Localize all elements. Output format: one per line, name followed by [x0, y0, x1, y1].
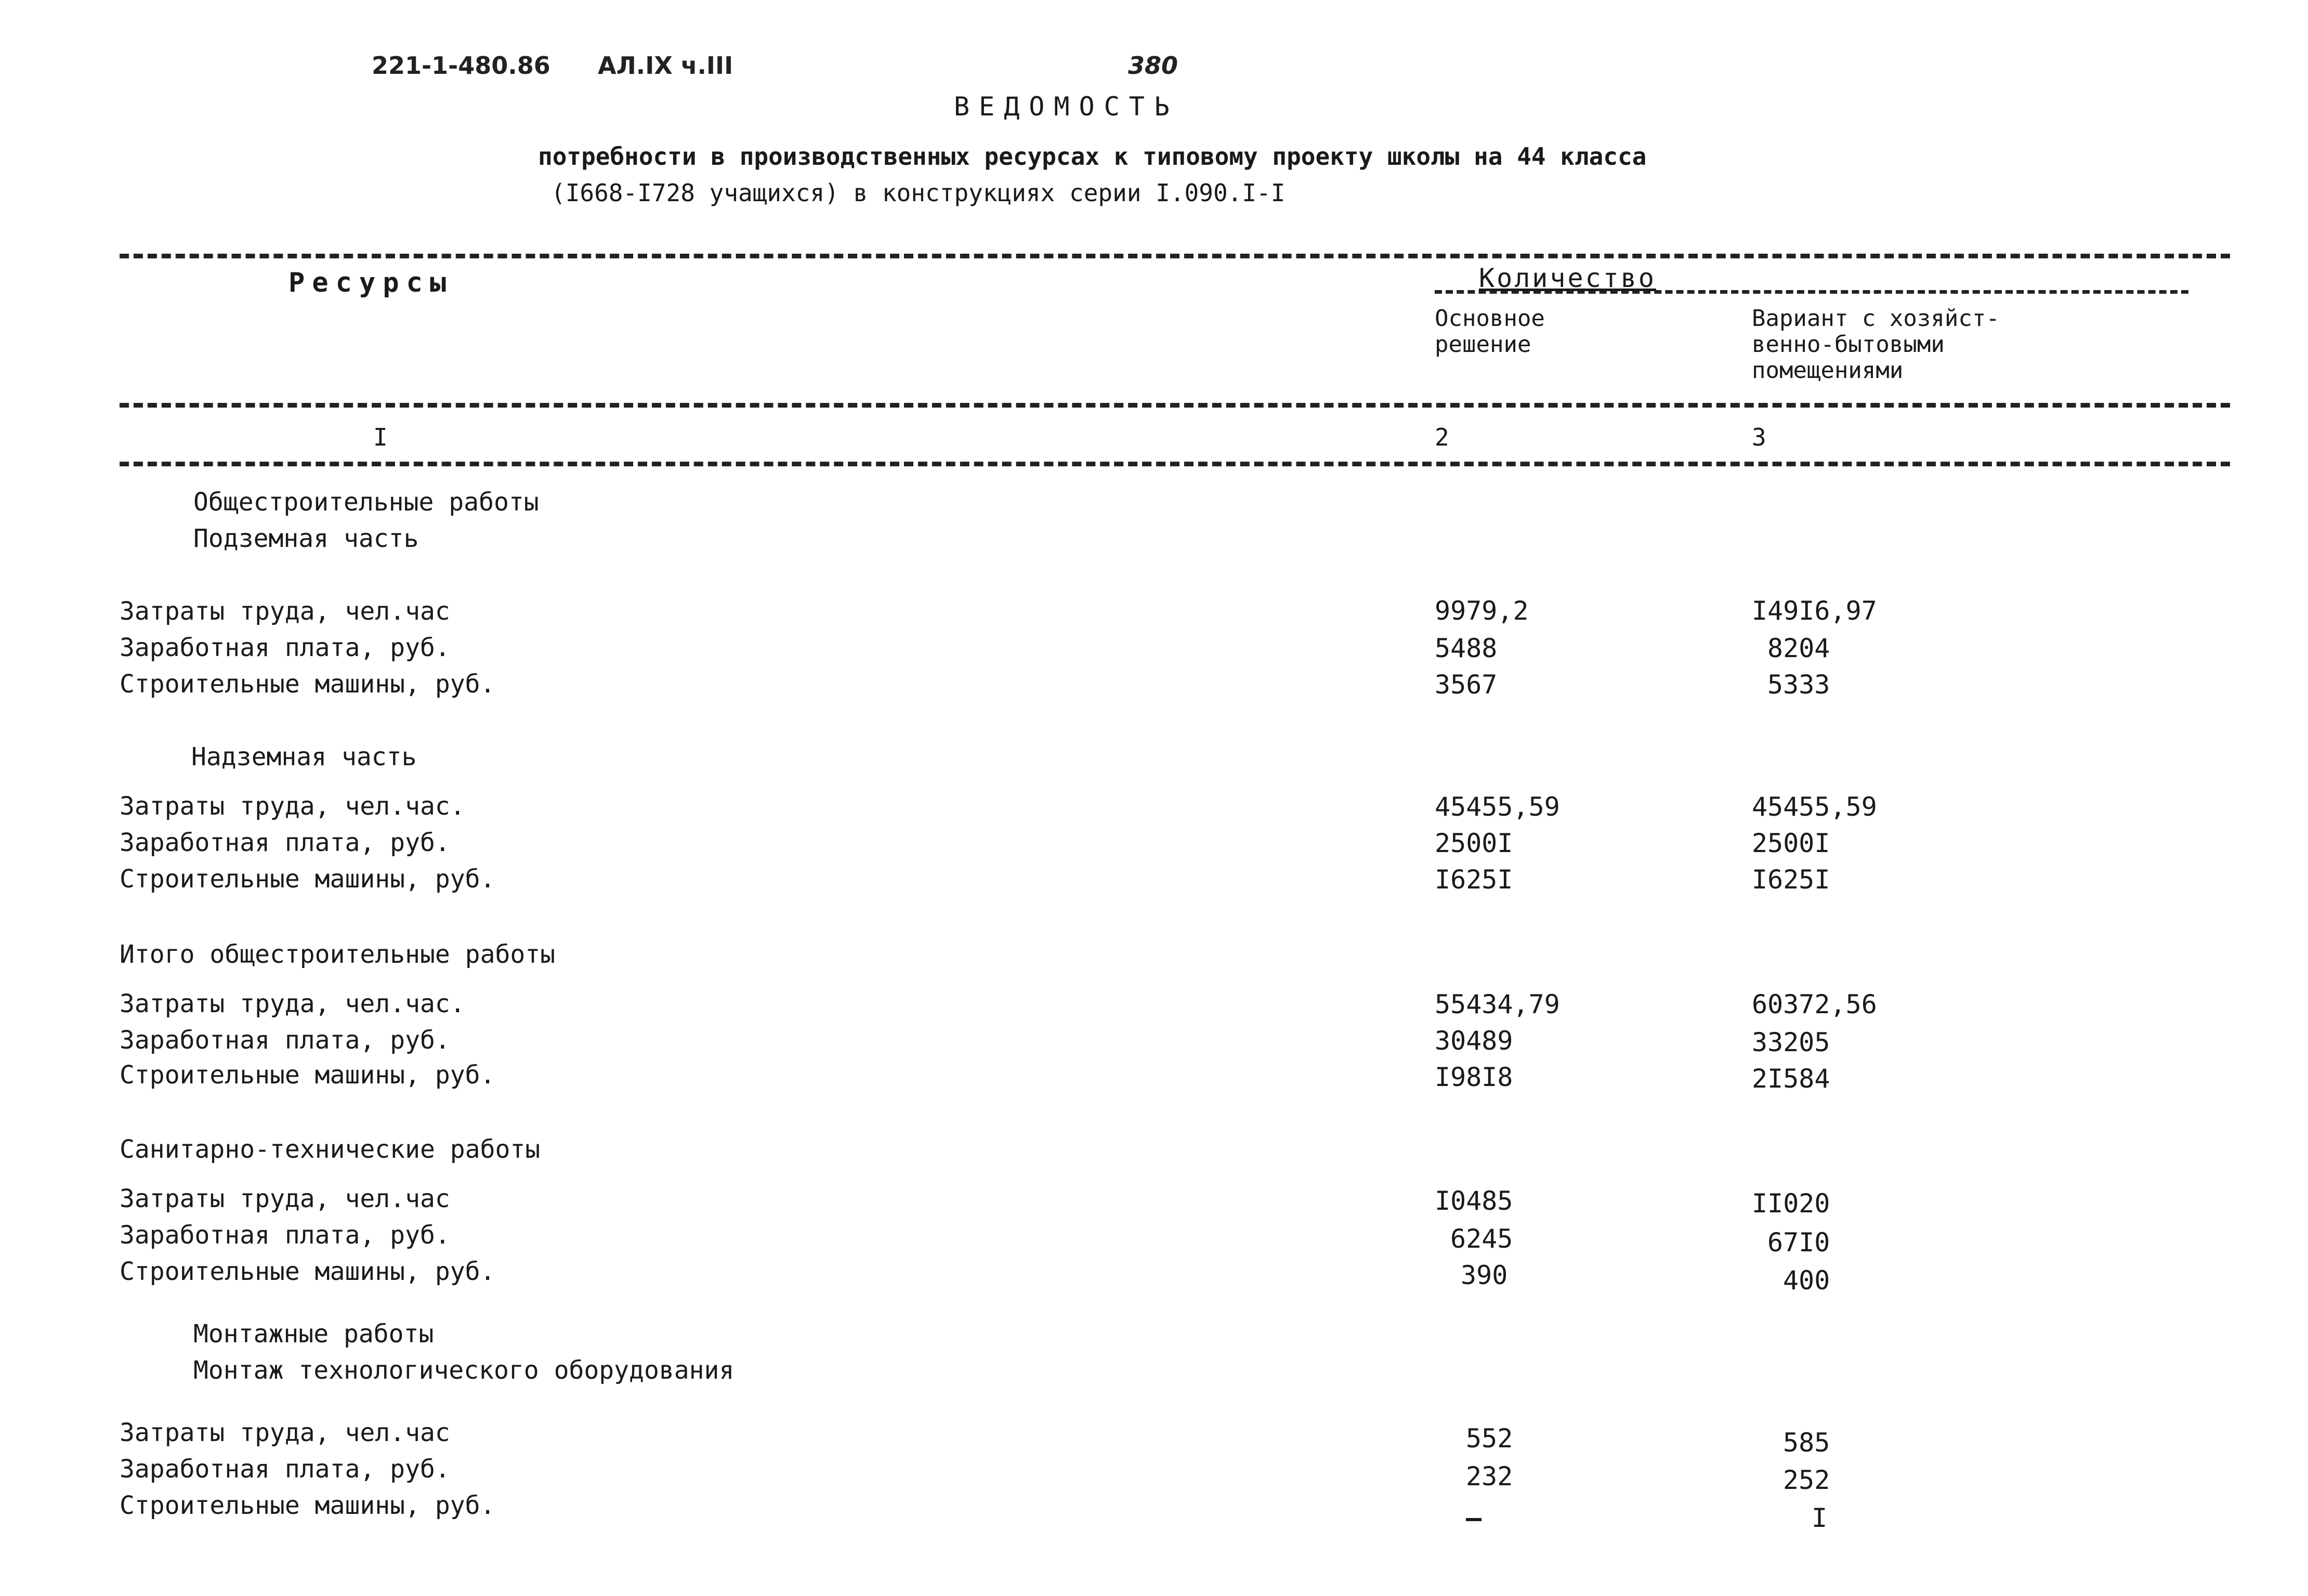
- document-subtitle-line1: потребности в производственных ресурсах к типовому проекту школы на 44 класса: [538, 142, 1647, 171]
- page-number: 380: [1128, 51, 1178, 80]
- header-quantity: Количество: [1479, 263, 1657, 293]
- column-number-2: 2: [1435, 423, 1449, 451]
- row-value-variant: 2500I: [1752, 828, 1830, 858]
- document-title: ВЕДОМОСТЬ: [954, 91, 1179, 122]
- row-value-main: 232: [1466, 1461, 1513, 1492]
- row-label: Заработная плата, руб.: [120, 1221, 450, 1250]
- row-value-main: –: [1466, 1503, 1482, 1533]
- row-value-variant: 33205: [1752, 1027, 1830, 1057]
- section-title: Надземная часть: [191, 742, 417, 771]
- row-value-main: 9979,2: [1435, 596, 1529, 626]
- row-value-variant: 67I0: [1767, 1227, 1830, 1258]
- row-label: Строительные машины, руб.: [120, 1257, 495, 1286]
- row-value-variant: 60372,56: [1752, 989, 1877, 1019]
- row-value-variant: I49I6,97: [1752, 596, 1877, 626]
- section-title: Монтажные работы: [193, 1319, 434, 1349]
- row-value-variant: 400: [1783, 1265, 1830, 1296]
- section-title: Итого общестроительные работы: [120, 940, 556, 969]
- row-value-variant: 5333: [1767, 670, 1830, 700]
- row-value-variant: I: [1812, 1503, 1828, 1533]
- row-value-main: 55434,79: [1435, 989, 1560, 1019]
- document-subtitle-line2: (I668-I728 учащихся) в конструкциях серии I.090.I-I: [551, 179, 1286, 207]
- row-value-main: 30489: [1435, 1026, 1513, 1056]
- row-value-variant: 585: [1783, 1428, 1830, 1458]
- header-col3: Вариант с хозяйст-венно-бытовыми помещениями: [1752, 305, 2000, 384]
- section-subtitle: Подземная часть: [193, 524, 419, 553]
- row-label: Затраты труда, чел.час: [120, 597, 450, 626]
- row-value-main: I0485: [1435, 1186, 1513, 1216]
- row-label: Заработная плата, руб.: [120, 1455, 450, 1484]
- section-title: Общестроительные работы: [193, 488, 539, 517]
- row-label: Заработная плата, руб.: [120, 828, 450, 857]
- header-resources: Ресурсы: [288, 267, 454, 298]
- row-value-main: 552: [1466, 1423, 1513, 1454]
- row-value-main: I625I: [1435, 865, 1513, 895]
- row-value-main: 6245: [1450, 1224, 1513, 1254]
- row-label: Затраты труда, чел.час: [120, 1418, 450, 1447]
- section-title: Санитарно-технические работы: [120, 1135, 541, 1164]
- album-reference: АЛ.IX ч.III: [598, 51, 733, 80]
- row-label: Заработная плата, руб.: [120, 1026, 450, 1055]
- row-value-main: 45455,59: [1435, 792, 1560, 822]
- row-label: Строительные машины, руб.: [120, 670, 495, 699]
- column-number-3: 3: [1752, 423, 1766, 451]
- header-col2: Основное решение: [1435, 305, 1545, 358]
- row-value-main: I98I8: [1435, 1062, 1513, 1092]
- row-value-variant: 45455,59: [1752, 792, 1877, 822]
- row-label: Затраты труда, чел.час: [120, 1184, 450, 1213]
- row-value-variant: 8204: [1767, 633, 1830, 663]
- row-value-main: 390: [1461, 1260, 1508, 1290]
- row-value-main: 5488: [1435, 633, 1498, 663]
- table-top-rule: [120, 254, 2230, 258]
- row-label: Затраты труда, чел.час.: [120, 989, 465, 1018]
- row-value-variant: 2I584: [1752, 1064, 1830, 1094]
- table-header-bottom-rule: [120, 403, 2230, 408]
- row-label: Строительные машины, руб.: [120, 865, 495, 894]
- column-numbers-bottom-rule: [120, 462, 2230, 466]
- section-subtitle: Монтаж технологического оборудования: [193, 1356, 735, 1385]
- column-number-1: I: [373, 423, 388, 451]
- document-code: 221-1-480.86: [372, 51, 550, 80]
- row-label: Строительные машины, руб.: [120, 1491, 495, 1520]
- row-value-variant: II020: [1752, 1188, 1830, 1219]
- row-value-variant: I625I: [1752, 865, 1830, 895]
- row-label: Заработная плата, руб.: [120, 633, 450, 662]
- row-value-main: 2500I: [1435, 828, 1513, 858]
- row-label: Строительные машины, руб.: [120, 1061, 495, 1090]
- row-value-variant: 252: [1783, 1465, 1830, 1495]
- row-value-main: 3567: [1435, 670, 1498, 700]
- row-label: Затраты труда, чел.час.: [120, 792, 465, 821]
